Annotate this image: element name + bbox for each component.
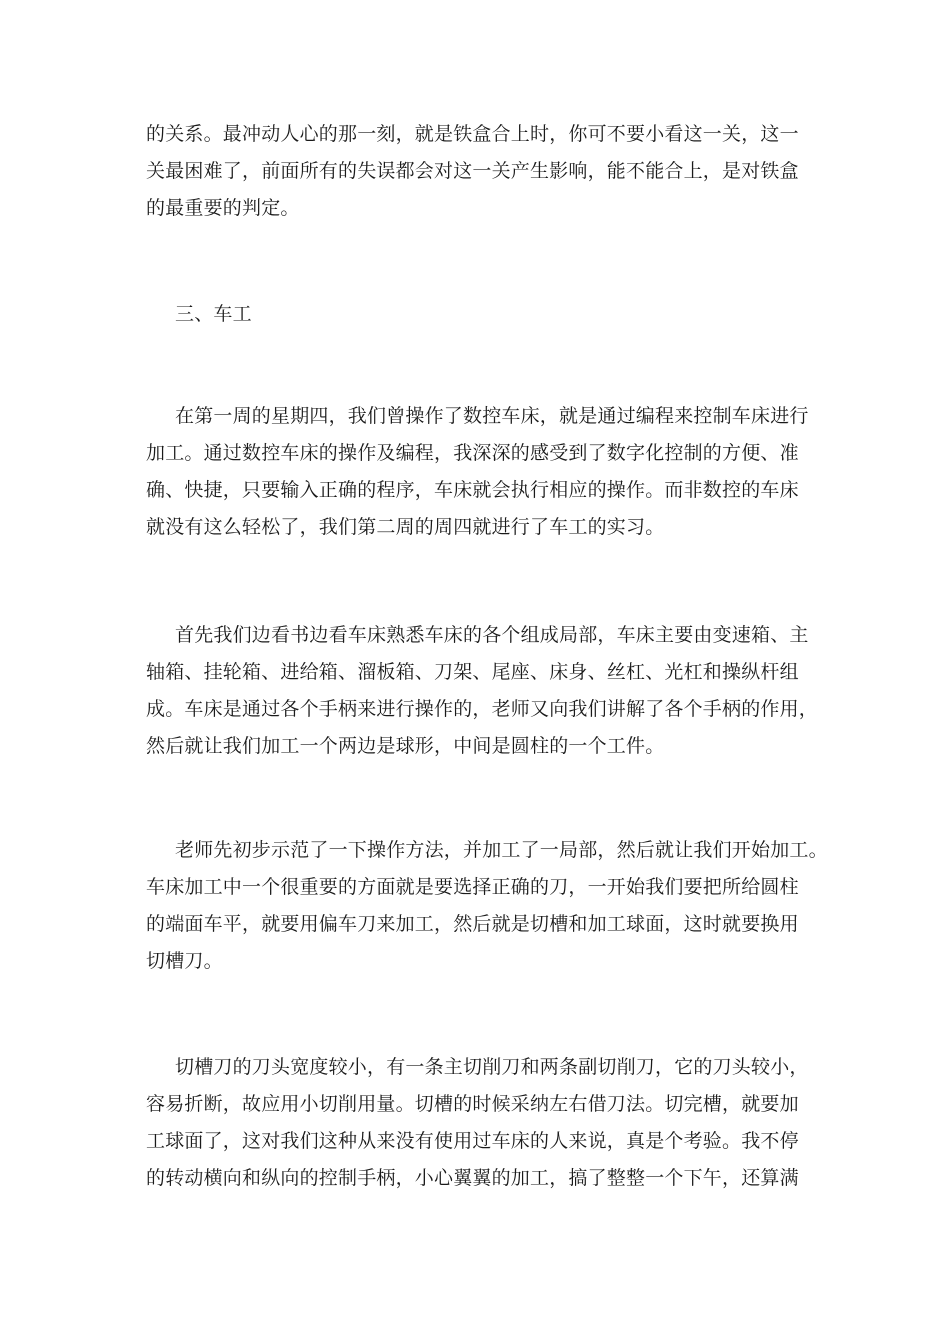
paragraph-line: 首先我们边看书边看车床熟悉车床的各个组成局部，车床主要由变速箱、主	[175, 624, 809, 646]
paragraph-line: 确、快捷，只要输入正确的程序，车床就会执行相应的操作。而非数控的车床	[146, 479, 799, 501]
paragraph-line: 车床加工中一个很重要的方面就是要选择正确的刀，一开始我们要把所给圆柱	[146, 876, 799, 898]
paragraph-line: 加工。通过数控车床的操作及编程，我深深的感受到了数字化控制的方便、准	[146, 442, 799, 464]
paragraph-line: 切槽刀。	[146, 950, 223, 972]
paragraph-1	[146, 398, 826, 546]
paragraph-line: 就没有这么轻松了，我们第二周的周四就进行了车工的实习。	[146, 516, 665, 538]
paragraph-line: 容易折断，故应用小切削用量。切槽的时候采纳左右借刀法。切完槽，就要加	[146, 1093, 799, 1115]
paragraph-line: 关最困难了，前面所有的失误都会对这一关产生影响，能不能合上，是对铁盒	[146, 160, 799, 182]
section-heading	[146, 296, 826, 333]
paragraph-4	[146, 1049, 826, 1197]
paragraph-line: 的转动横向和纵向的控制手柄，小心翼翼的加工，搞了整整一个下午，还算满	[146, 1167, 799, 1189]
section-heading-text: 三、车工	[175, 303, 252, 325]
paragraph-2	[146, 617, 826, 765]
paragraph-line: 然后就让我们加工一个两边是球形，中间是圆柱的一个工件。	[146, 735, 665, 757]
paragraph-continued	[146, 116, 826, 227]
paragraph-line: 切槽刀的刀头宽度较小，有一条主切削刀和两条副切削刀，它的刀头较小，	[175, 1056, 809, 1078]
paragraph-3	[146, 832, 826, 980]
paragraph-line: 轴箱、挂轮箱、进给箱、溜板箱、刀架、尾座、床身、丝杠、光杠和操纵杆组	[146, 661, 799, 683]
paragraph-line: 工球面了，这对我们这种从来没有使用过车床的人来说，真是个考验。我不停	[146, 1130, 799, 1152]
paragraph-line: 在第一周的星期四，我们曾操作了数控车床，就是通过编程来控制车床进行	[175, 405, 809, 427]
paragraph-line: 老师先初步示范了一下操作方法，并加工了一局部，然后就让我们开始加工。	[175, 839, 828, 861]
paragraph-line: 的端面车平，就要用偏车刀来加工，然后就是切槽和加工球面，这时就要换用	[146, 913, 799, 935]
paragraph-line: 成。车床是通过各个手柄来进行操作的，老师又向我们讲解了各个手柄的作用，	[146, 698, 819, 720]
paragraph-line: 的关系。最冲动人心的那一刻，就是铁盒合上时，你可不要小看这一关，这一	[146, 123, 799, 145]
paragraph-line: 的最重要的判定。	[146, 197, 300, 219]
